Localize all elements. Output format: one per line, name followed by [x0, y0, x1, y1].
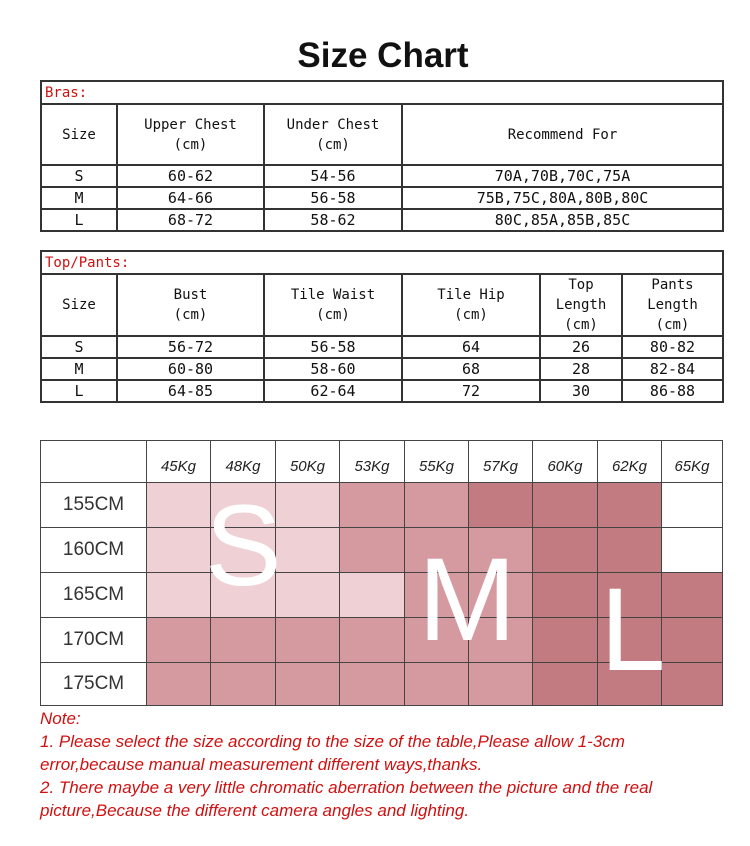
- table-cell: 80-82: [622, 336, 723, 358]
- size-cell-S: [275, 482, 340, 528]
- note-heading: Note:: [40, 709, 81, 728]
- size-cell-M: [404, 482, 469, 528]
- size-cell-M: [146, 617, 211, 663]
- table-cell: 28: [540, 358, 622, 380]
- table-cell: 56-58: [264, 187, 402, 209]
- table-row: [41, 358, 723, 380]
- bras-table: [40, 80, 724, 232]
- size-cell-M: [210, 617, 276, 663]
- table-cell: 54-56: [264, 165, 402, 187]
- size-cell-L: [468, 482, 533, 528]
- column-header: Recommend For: [402, 104, 723, 165]
- column-header: Bust (cm): [117, 274, 264, 336]
- table-cell: 30: [540, 380, 622, 402]
- table-cell: M: [41, 187, 117, 209]
- weight-height-size-grid: [40, 440, 722, 705]
- table-row: [41, 380, 723, 402]
- table-cell: 72: [402, 380, 540, 402]
- corner-cell: [40, 440, 147, 483]
- table-cell: 75B,75C,80A,80B,80C: [402, 187, 723, 209]
- table-cell: 62-64: [264, 380, 402, 402]
- table-cell: M: [41, 358, 117, 380]
- table-cell: 56-72: [117, 336, 264, 358]
- note-2: 2. There maybe a very little chromatic aberration between the picture and the real picture,Because the different camera angles and lighting.: [40, 778, 653, 820]
- column-header: Pants Length (cm): [622, 274, 723, 336]
- column-header: Size: [41, 274, 117, 336]
- table-row: [41, 336, 723, 358]
- table-cell: 60-62: [117, 165, 264, 187]
- size-label-M: M: [418, 534, 517, 666]
- table-cell: 86-88: [622, 380, 723, 402]
- table-row: [41, 209, 723, 231]
- table-cell: 58-62: [264, 209, 402, 231]
- size-cell-L: [661, 662, 723, 706]
- column-header: Top Length (cm): [540, 274, 622, 336]
- table-cell: 68: [402, 358, 540, 380]
- page-title: Size Chart: [297, 36, 469, 75]
- size-cell-none: [661, 482, 723, 528]
- size-cell-L: [597, 482, 662, 528]
- size-cell-L: [532, 617, 598, 663]
- table-row: [41, 165, 723, 187]
- size-cell-M: [339, 527, 405, 573]
- size-cell-L: [532, 572, 598, 618]
- table-cell: 70A,70B,70C,75A: [402, 165, 723, 187]
- size-cell-none: [661, 527, 723, 573]
- column-header: Size: [41, 104, 117, 165]
- size-cell-M: [404, 662, 469, 706]
- size-cell-L: [532, 482, 598, 528]
- height-header: 155CM: [40, 482, 147, 528]
- weight-header: 48Kg: [210, 440, 276, 483]
- size-cell-L: [661, 572, 723, 618]
- size-cell-M: [468, 662, 533, 706]
- column-header: Tile Hip (cm): [402, 274, 540, 336]
- size-cell-S: [146, 527, 211, 573]
- column-header: Under Chest (cm): [264, 104, 402, 165]
- size-label-L: L: [600, 564, 666, 696]
- height-header: 160CM: [40, 527, 147, 573]
- size-cell-L: [532, 662, 598, 706]
- top-pants-table: [40, 250, 724, 403]
- size-cell-M: [275, 662, 340, 706]
- table-row: [41, 187, 723, 209]
- size-cell-M: [339, 482, 405, 528]
- weight-header: 65Kg: [661, 440, 723, 483]
- column-header: Upper Chest (cm): [117, 104, 264, 165]
- table-cell: 56-58: [264, 336, 402, 358]
- size-cell-S: [275, 527, 340, 573]
- weight-header: 45Kg: [146, 440, 211, 483]
- table-cell: 26: [540, 336, 622, 358]
- table-cell: 68-72: [117, 209, 264, 231]
- bras-section-label: Bras:: [41, 81, 723, 104]
- top-pants-section-label: Top/Pants:: [41, 251, 723, 274]
- weight-header: 50Kg: [275, 440, 340, 483]
- size-cell-L: [661, 617, 723, 663]
- table-cell: S: [41, 336, 117, 358]
- table-cell: S: [41, 165, 117, 187]
- size-cell-S: [339, 572, 405, 618]
- table-cell: 80C,85A,85B,85C: [402, 209, 723, 231]
- size-cell-S: [146, 572, 211, 618]
- size-cell-L: [532, 527, 598, 573]
- size-cell-S: [146, 482, 211, 528]
- weight-header: 57Kg: [468, 440, 533, 483]
- height-header: 170CM: [40, 617, 147, 663]
- size-cell-M: [210, 662, 276, 706]
- table-cell: 64-66: [117, 187, 264, 209]
- weight-header: 62Kg: [597, 440, 662, 483]
- size-label-S: S: [205, 482, 282, 610]
- table-cell: L: [41, 380, 117, 402]
- weight-header: 55Kg: [404, 440, 469, 483]
- table-cell: 82-84: [622, 358, 723, 380]
- table-cell: 58-60: [264, 358, 402, 380]
- size-cell-S: [275, 572, 340, 618]
- size-cell-M: [339, 662, 405, 706]
- notes: [40, 707, 730, 822]
- table-cell: 64: [402, 336, 540, 358]
- size-cell-M: [275, 617, 340, 663]
- table-cell: 64-85: [117, 380, 264, 402]
- height-header: 165CM: [40, 572, 147, 618]
- height-header: 175CM: [40, 662, 147, 706]
- note-1: 1. Please select the size according to the size of the table,Please allow 1-3cm error,because manual measurement different ways,thanks.: [40, 732, 625, 774]
- weight-header: 53Kg: [339, 440, 405, 483]
- weight-header: 60Kg: [532, 440, 598, 483]
- table-cell: 60-80: [117, 358, 264, 380]
- size-cell-M: [146, 662, 211, 706]
- column-header: Tile Waist (cm): [264, 274, 402, 336]
- table-cell: L: [41, 209, 117, 231]
- size-cell-M: [339, 617, 405, 663]
